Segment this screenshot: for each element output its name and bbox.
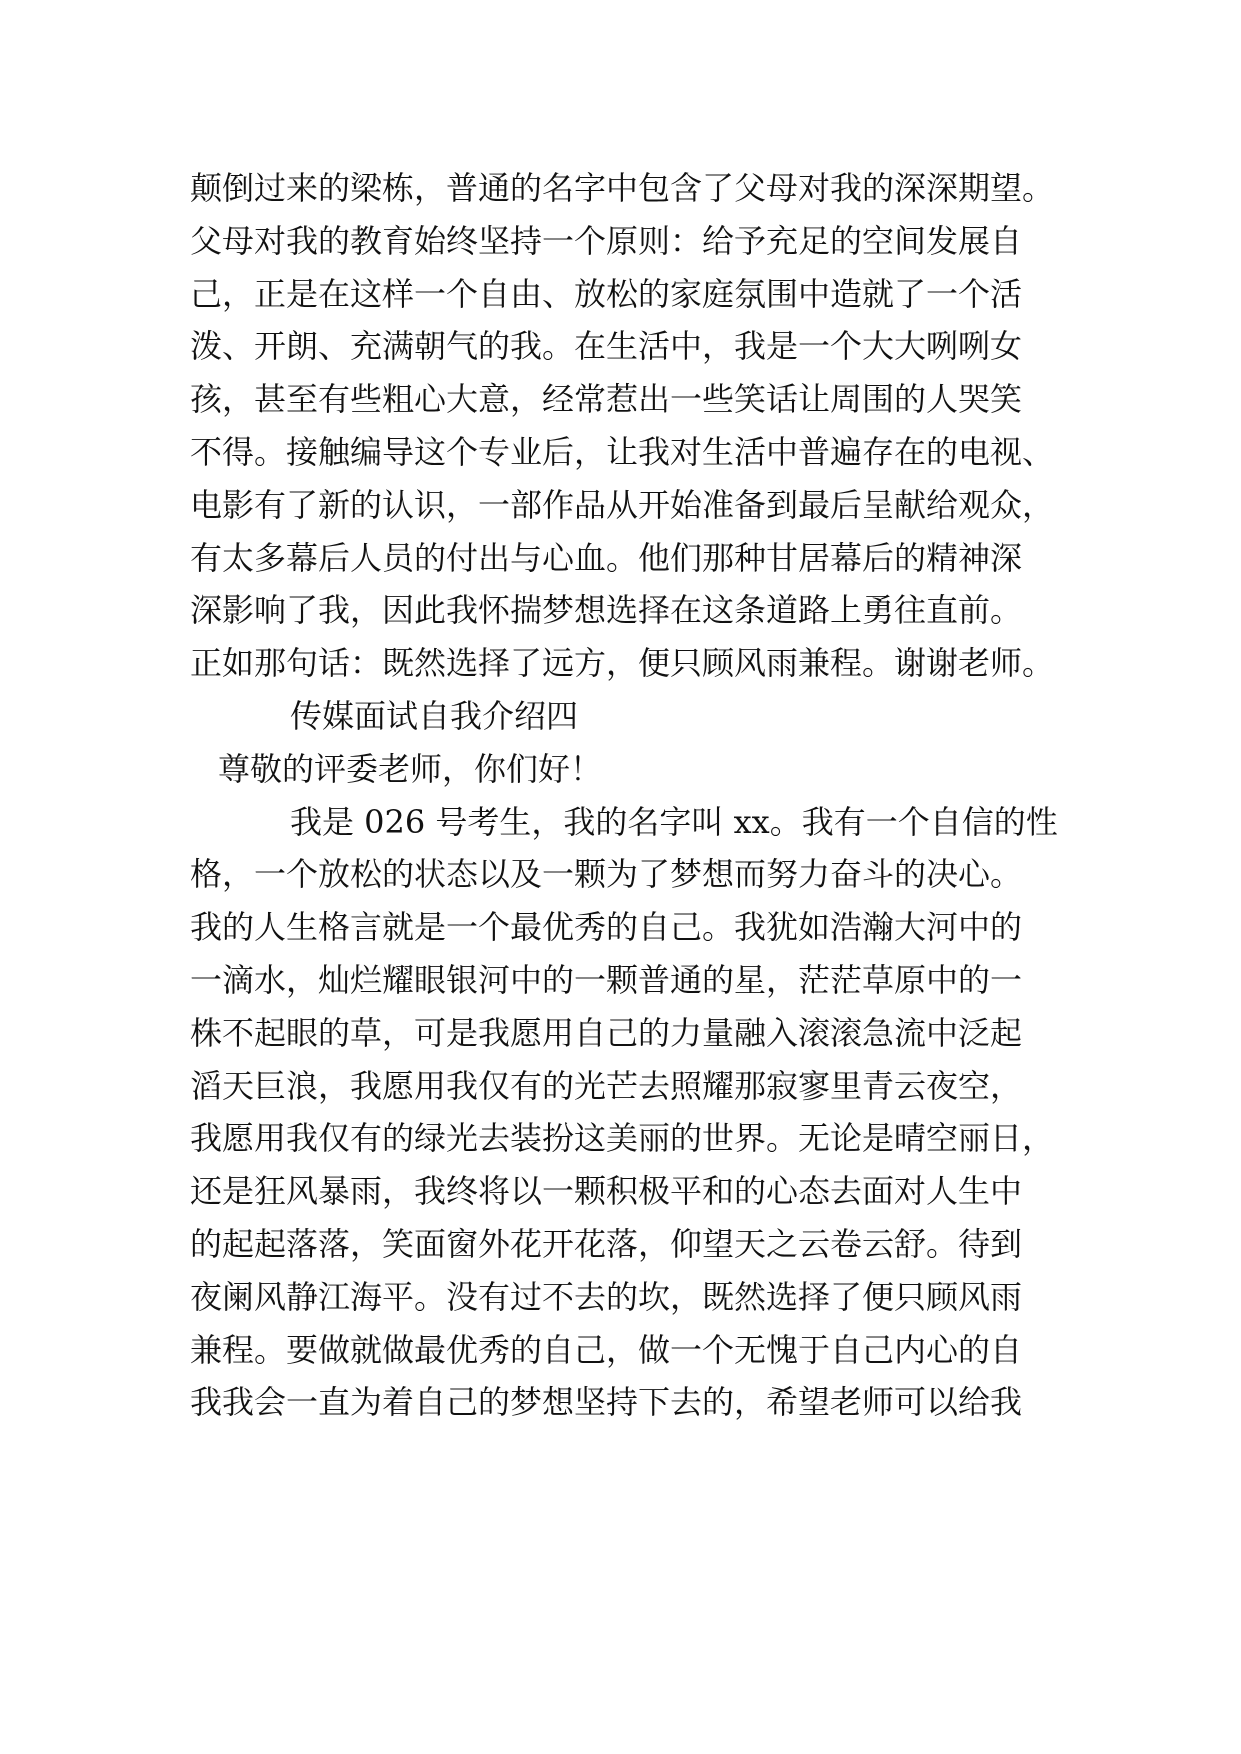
body-line: 我的人生格言就是一个最优秀的自己。我犹如浩瀚大河中的 [190, 908, 1023, 947]
body-line: 还是狂风暴雨，我终将以一颗积极平和的心态去面对人生中 [190, 1172, 1023, 1211]
body-line: 孩，甚至有些粗心大意，经常惹出一些笑话让周围的人哭笑 [190, 380, 1023, 419]
body-line: 颠倒过来的梁栋，普通的名字中包含了父母对我的深深期望。 [190, 169, 1055, 207]
body-line: 己，正是在这样一个自由、放松的家庭氛围中造就了一个活 [190, 274, 1023, 313]
body-line: 滔天巨浪，我愿用我仅有的光芒去照耀那寂寥里青云夜空， [190, 1066, 1023, 1105]
section-heading: 传媒面试自我介绍四 [290, 696, 579, 735]
body-line: 格，一个放松的状态以及一颗为了梦想而努力奋斗的决心。 [190, 855, 1023, 894]
body-line: 有太多幕后人员的付出与心血。他们那种甘居幕后的精神深 [190, 538, 1023, 577]
body-line: 我是 026 号考生，我的名字叫 xx。我有一个自信的性 [290, 802, 1058, 841]
body-line: 夜阑风静江海平。没有过不去的坎，既然选择了便只顾风雨 [190, 1277, 1023, 1316]
body-line: 电影有了新的认识，一部作品从开始准备到最后呈献给观众， [190, 485, 1055, 524]
body-line: 正如那句话：既然选择了远方，便只顾风雨兼程。谢谢老师。 [190, 644, 1055, 683]
body-line: 我我会一直为着自己的梦想坚持下去的，希望老师可以给我 [190, 1383, 1023, 1422]
body-line: 株不起眼的草，可是我愿用自己的力量融入滚滚急流中泛起 [190, 1013, 1023, 1052]
body-line: 父母对我的教育始终坚持一个原则：给予充足的空间发展自 [190, 221, 1023, 260]
document-body [190, 162, 1070, 1429]
body-line: 一滴水，灿烂耀眼银河中的一颗普通的星，茫茫草原中的一 [190, 960, 1023, 999]
body-line: 兼程。要做就做最优秀的自己，做一个无愧于自己内心的自 [190, 1330, 1023, 1369]
body-line: 泼、开朗、充满朝气的我。在生活中，我是一个大大咧咧女 [190, 327, 1023, 366]
greeting-line: 尊敬的评委老师，你们好！ [218, 749, 603, 788]
body-line: 我愿用我仅有的绿光去装扮这美丽的世界。无论是晴空丽日， [190, 1119, 1055, 1158]
body-line: 不得。接触编导这个专业后，让我对生活中普遍存在的电视、 [190, 432, 1055, 471]
body-line: 深影响了我，因此我怀揣梦想选择在这条道路上勇往直前。 [190, 591, 1023, 630]
body-line: 的起起落落，笑面窗外花开花落，仰望天之云卷云舒。待到 [190, 1224, 1023, 1263]
